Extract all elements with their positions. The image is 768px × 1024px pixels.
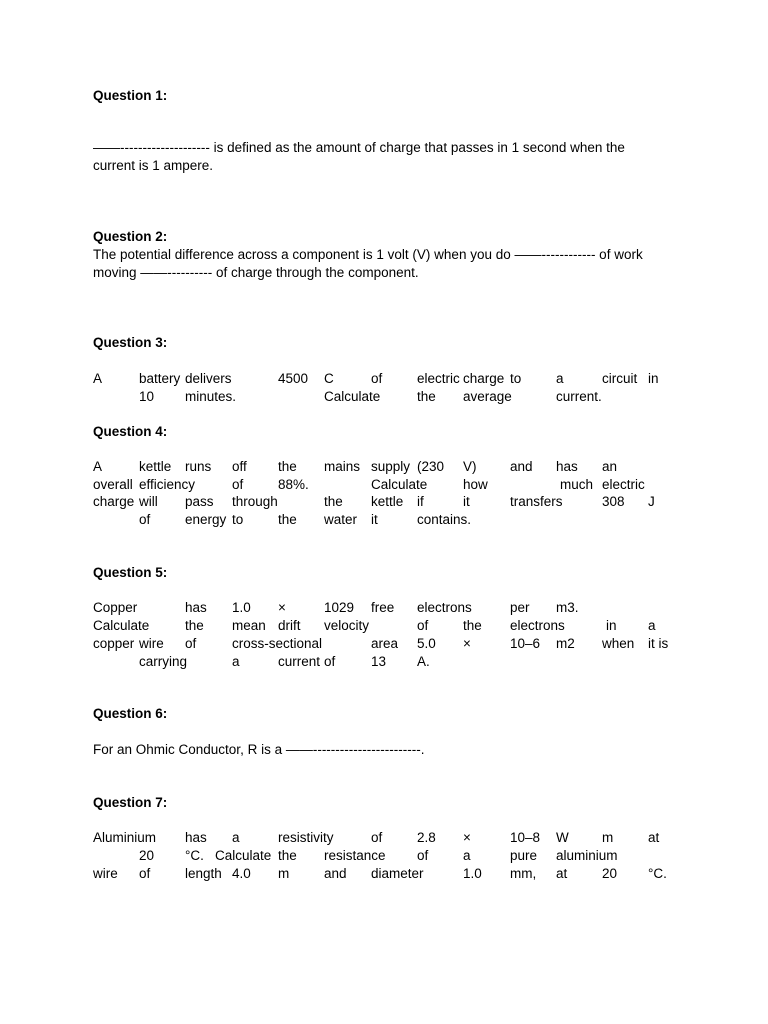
word: a (463, 848, 471, 863)
question-6-line-1: For an Ohmic Conductor, R is a ——------------------------. (93, 742, 425, 757)
word: C (324, 371, 334, 386)
word: how (463, 477, 488, 492)
word: has (185, 600, 207, 615)
word: 88%. (278, 477, 309, 492)
question-5-title: Question 5: (93, 565, 168, 580)
question-4-row-3 (0, 494, 768, 512)
word: kettle (371, 494, 404, 509)
word: of (417, 618, 429, 633)
word: °C. (648, 866, 667, 881)
word: average (463, 389, 512, 404)
word: W (556, 830, 569, 845)
word: Copper (93, 600, 138, 615)
question-2-line-1: The potential difference across a component is 1 volt (V) when you do ——------------ of work (93, 247, 643, 262)
question-3-title: Question 3: (93, 335, 168, 350)
question-7-row-3 (0, 866, 768, 884)
question-7-row-1 (0, 830, 768, 848)
word: overall (93, 477, 133, 492)
word: a (648, 618, 656, 633)
word: off (232, 459, 247, 474)
word: Calculate (215, 848, 272, 863)
word: drift (278, 618, 301, 633)
word: it (371, 512, 378, 527)
word: battery (139, 371, 181, 386)
word: Aluminium (93, 830, 157, 845)
word: and (324, 866, 347, 881)
word: m (278, 866, 290, 881)
word: (230 (417, 459, 445, 474)
word: a (556, 371, 564, 386)
question-1-line-1: ——-------------------- is defined as the amount of charge that passes in 1 second when the (93, 140, 625, 155)
word: × (463, 636, 471, 651)
word: wire (93, 866, 118, 881)
word: of (232, 477, 244, 492)
word: contains. (417, 512, 472, 527)
word: × (463, 830, 471, 845)
word: aluminium (556, 848, 618, 863)
word: through (232, 494, 278, 509)
word: a (232, 830, 240, 845)
word: has (185, 830, 207, 845)
word: A (93, 371, 103, 386)
question-6-title: Question 6: (93, 706, 168, 721)
word: at (648, 830, 660, 845)
word: °C. (185, 848, 204, 863)
word: the (324, 494, 343, 509)
question-2-title: Question 2: (93, 229, 168, 244)
word: 10–6 (510, 636, 541, 651)
word: current (278, 654, 321, 669)
word: Calculate (324, 389, 381, 404)
question-4-title: Question 4: (93, 424, 168, 439)
word: it (463, 494, 470, 509)
word: area (371, 636, 399, 651)
question-7-row-2 (0, 848, 768, 866)
word: 4.0 (232, 866, 251, 881)
word: copper (93, 636, 135, 651)
word: charge (463, 371, 505, 386)
word: in (606, 618, 617, 633)
word: and (510, 459, 533, 474)
question-5-row-4 (0, 654, 768, 672)
word: × (278, 600, 286, 615)
word: current. (556, 389, 602, 404)
word: of (417, 848, 429, 863)
word: m2 (556, 636, 575, 651)
question-4-row-1 (0, 459, 768, 477)
word: the (417, 389, 436, 404)
word: charge (93, 494, 135, 509)
word: minutes. (185, 389, 237, 404)
word: pure (510, 848, 538, 863)
word: 1029 (324, 600, 355, 615)
word: kettle (139, 459, 172, 474)
word: the (278, 848, 297, 863)
word: in (648, 371, 659, 386)
word: A (93, 459, 103, 474)
word: length (185, 866, 222, 881)
word: free (371, 600, 395, 615)
question-5-row-1 (0, 600, 768, 618)
word: at (556, 866, 568, 881)
word: runs (185, 459, 212, 474)
question-3-row-2 (0, 389, 768, 407)
word: of (371, 830, 383, 845)
word: mean (232, 618, 266, 633)
question-2-line-2: moving ——---------- of charge through the component. (93, 265, 419, 280)
word: will (139, 494, 158, 509)
word: diameter (371, 866, 424, 881)
word: A. (417, 654, 430, 669)
word: of (139, 512, 151, 527)
word: supply (371, 459, 411, 474)
word: electric (417, 371, 460, 386)
word: 2.8 (417, 830, 436, 845)
word: much (560, 477, 594, 492)
word: the (185, 618, 204, 633)
question-5-row-2 (0, 618, 768, 636)
word: carrying (139, 654, 188, 669)
word: efficiency (139, 477, 196, 492)
word: J (648, 494, 655, 509)
word: m (602, 830, 614, 845)
word: the (278, 459, 297, 474)
word: 13 (371, 654, 387, 669)
word: 10 (139, 389, 155, 404)
word: 5.0 (417, 636, 436, 651)
word: an (602, 459, 618, 474)
word: has (556, 459, 578, 474)
word: mm, (510, 866, 537, 881)
word: m3. (556, 600, 579, 615)
question-4-row-2 (0, 477, 768, 495)
word: mains (324, 459, 361, 474)
word: of (139, 866, 151, 881)
word: of (371, 371, 383, 386)
word: electric (602, 477, 645, 492)
word: resistivity (278, 830, 334, 845)
word: energy (185, 512, 227, 527)
word: 20 (139, 848, 155, 863)
word: Calculate (93, 618, 150, 633)
question-1-title: Question 1: (93, 88, 168, 103)
word: 20 (602, 866, 618, 881)
word: 1.0 (463, 866, 482, 881)
word: 4500 (278, 371, 309, 386)
question-1-line-2: current is 1 ampere. (93, 158, 214, 173)
word: to (232, 512, 244, 527)
word: Calculate (371, 477, 428, 492)
word: circuit (602, 371, 638, 386)
word: water (324, 512, 358, 527)
word: cross-sectional (232, 636, 323, 651)
question-5-row-3 (0, 636, 768, 654)
word: when (602, 636, 635, 651)
question-4-row-4 (0, 512, 768, 530)
word: 1.0 (232, 600, 251, 615)
word: pass (185, 494, 214, 509)
word: 308 (602, 494, 625, 509)
word: of (185, 636, 197, 651)
word: the (463, 618, 482, 633)
word: if (417, 494, 424, 509)
word: the (278, 512, 297, 527)
word: 10–8 (510, 830, 541, 845)
word: per (510, 600, 530, 615)
word: transfers (510, 494, 563, 509)
word: V) (463, 459, 477, 474)
word: velocity (324, 618, 370, 633)
word: resistance (324, 848, 386, 863)
word: it is (648, 636, 669, 651)
word: to (510, 371, 522, 386)
word: electrons (510, 618, 565, 633)
question-3-row-1 (0, 371, 768, 389)
word: wire (139, 636, 164, 651)
word: a (232, 654, 240, 669)
word: electrons (417, 600, 472, 615)
word: of (324, 654, 336, 669)
question-7-title: Question 7: (93, 795, 168, 810)
word: delivers (185, 371, 232, 386)
